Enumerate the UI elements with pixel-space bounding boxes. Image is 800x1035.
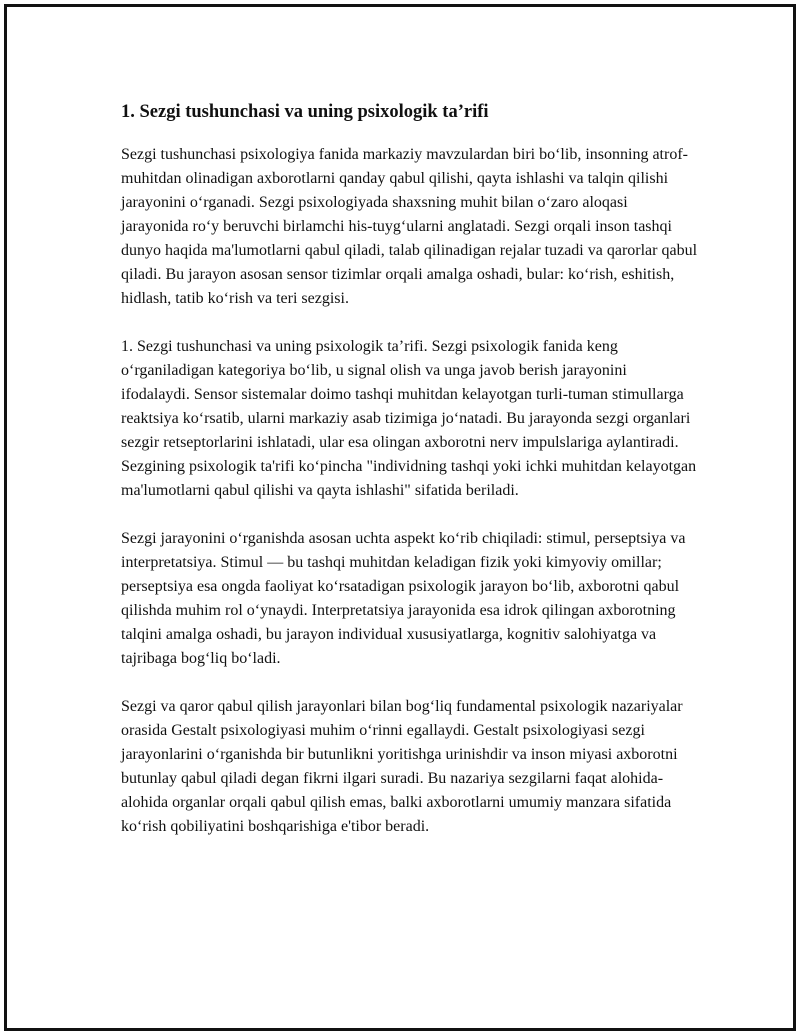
document-title: 1. Sezgi tushunchasi va uning psixologik ta’rifi bbox=[121, 102, 489, 122]
page-frame bbox=[4, 4, 796, 1031]
document-body bbox=[121, 99, 699, 863]
paragraph-1: Sezgi tushunchasi psixologiya fanida markaziy mavzulardan biri bo‘lib, insonning atrof-muhitdan olinadigan axborotlarni qanday qabul qilishi, qayta ishlashi va talqin qilishi jarayonini o‘rganadi. Sezgi psixologiyada shaxsning muhit bilan o‘zaro aloqasi jarayonida ro‘y beruvchi birlamchi his-tuyg‘ularni anglatadi. Sezgi orqali inson tashqi dunyo haqida ma'lumotlarni qabul qiladi, talab qilinadigan rejalar tuzadi va qarorlar qabul qiladi. Bu jarayon asosan sensor tizimlar orqali amalga oshadi, bular: ko‘rish, eshitish, hidlash, tatib ko‘rish va teri sezgisi. bbox=[121, 146, 698, 307]
paragraph-4: Sezgi va qaror qabul qilish jarayonlari bilan bog‘liq fundamental psixologik nazariyalar orasida Gestalt psixologiyasi muhim o‘rinni egallaydi. Gestalt psixologiyasi sezgi jarayonlarini o‘rganishda bir butunlikni yoritishga urinishdir va inson miyasi axborotni butunlay qabul qiladi degan fikrni ilgari suradi. Bu nazariya sezgilarni faqat alohida-alohida organlar orqali qabul qilish emas, balki axborotlarni umumiy manzara sifatida ko‘rish qobiliyatini boshqarishiga e'tibor beradi. bbox=[121, 698, 683, 835]
paragraph-2: 1. Sezgi tushunchasi va uning psixologik ta’rifi. Sezgi psixologik fanida keng o‘rganiladigan kategoriya bo‘lib, u signal olish va unga javob berish jarayonini ifodalaydi. Sensor sistemalar doimo tashqi muhitdan kelayotgan turli-tuman stimullarga reaktsiya ko‘rsatib, ularni markaziy asab tizimiga jo‘natadi. Bu jarayonda sezgi organlari sezgir retseptorlarini ishlatadi, ular esa olingan axborotni nerv impulslariga aylantiradi. Sezgining psixologik ta'rifi ko‘pincha "individning tashqi yoki ichki muhitdan kelayotgan ma'lumotlarni qabul qilishi va qayta ishlashi" sifatida beriladi. bbox=[121, 338, 697, 499]
paragraph-3: Sezgi jarayonini o‘rganishda asosan uchta aspekt ko‘rib chiqiladi: stimul, perseptsiya va interpretatsiya. Stimul — bu tashqi muhitdan keladigan fizik yoki kimyoviy omillar; perseptsiya esa ongda faoliyat ko‘rsatadigan psixologik jarayon bo‘lib, axborotni qabul qilishda muhim rol o‘ynaydi. Interpretatsiya jarayonida esa idrok qilingan axborotning talqini amalga oshadi, bu jarayon individual xususiyatlarga, kognitiv salohiyatga va tajribaga bog‘liq bo‘ladi. bbox=[121, 530, 686, 667]
